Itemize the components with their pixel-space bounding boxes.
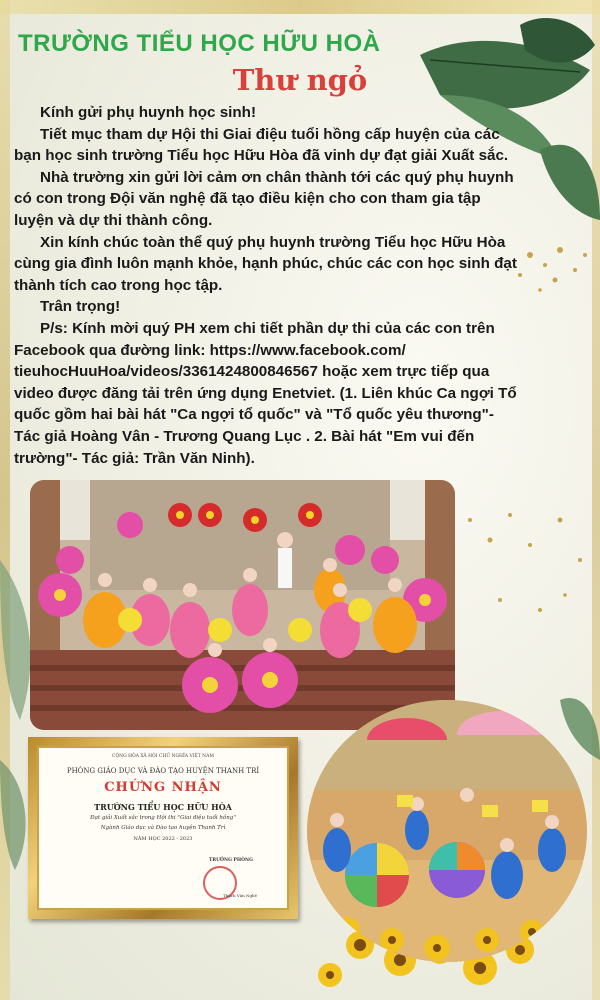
umbrella-performance-photo xyxy=(307,700,587,962)
certificate-department: PHÒNG GIÁO DỤC VÀ ĐÀO TẠO HUYỆN THANH TRÌ xyxy=(66,767,260,775)
certificate-ministry: CỘNG HÒA XÃ HỘI CHỦ NGHĨA VIỆT NAM xyxy=(112,754,214,759)
school-name: TRƯỜNG TIỂU HỌC HỮU HOÀ xyxy=(18,30,381,57)
letter-postscript: P/s: Kính mời quý PH xem chi tiết phần dự thi của các con trên Facebook qua đường link: https://www.facebook.com/ tieuhocHuuHoa/videos/3361424800846567 hoặc xem trực tiếp qua video được đăng tải trên ứng dụng Enetviet. (1. Liên khúc Ca ngợi Tổ quốc gồm hai bài hát "Ca ngợi tổ quốc" và "Tổ quốc yêu thương"- Tác giả Hoàng Vân - Trương Quang Lục . 2. Bài hát "Em vui đến trường"- Tác giả: Trần Văn Ninh). xyxy=(14,319,517,467)
letter-paragraph-award: Tiết mục tham dự Hội thi Giai điệu tuổi hồng cấp huyện của các bạn học sinh trường Tiểu học Hữu Hòa đã vinh dự đạt giải Xuất sắc. xyxy=(14,125,509,165)
certificate-head-title: TRƯỞNG PHÒNG xyxy=(209,858,253,863)
letter-paragraph-thanks: Nhà trường xin gửi lời cảm ơn chân thành tới các quý phụ huynh có con trong Đội văn nghệ đã tạo điều kiện cho con tham gia tập luyện và dự thi thành công. xyxy=(14,168,514,229)
certificate-signer: Thạch Văn Nghê xyxy=(223,893,257,898)
letter-paragraph-wishes: Xin kính chúc toàn thể quý phụ huynh trường Tiểu học Hữu Hòa cùng gia đình luôn mạnh khỏe, hạnh phúc, chúc các con học sinh đạt thành tích cao trong học tập. xyxy=(14,233,517,294)
certificate-year: NĂM HỌC 2022 - 2023 xyxy=(133,836,193,842)
letter-closing: Trân trọng! xyxy=(40,298,121,316)
certificate xyxy=(37,746,289,910)
monstera-leaf-icon xyxy=(540,145,600,220)
certificate-school: TRƯỜNG TIỂU HỌC HỮU HÒA xyxy=(94,802,232,812)
letter-body xyxy=(14,102,524,469)
letter-title: Thư ngỏ xyxy=(232,63,368,97)
certificate-heading: CHỨNG NHẬN xyxy=(104,780,222,795)
letter-greeting: Kính gửi phụ huynh học sinh! xyxy=(40,104,256,121)
certificate-organizer: Ngành Giáo dục và Đào tạo huyện Thanh Trì xyxy=(100,825,226,831)
group-performance-photo xyxy=(30,480,455,730)
certificate-frame xyxy=(28,737,298,919)
certificate-award: Đạt giải Xuất sắc trong Hội thi "Giai điệu tuổi hồng" xyxy=(90,815,236,821)
